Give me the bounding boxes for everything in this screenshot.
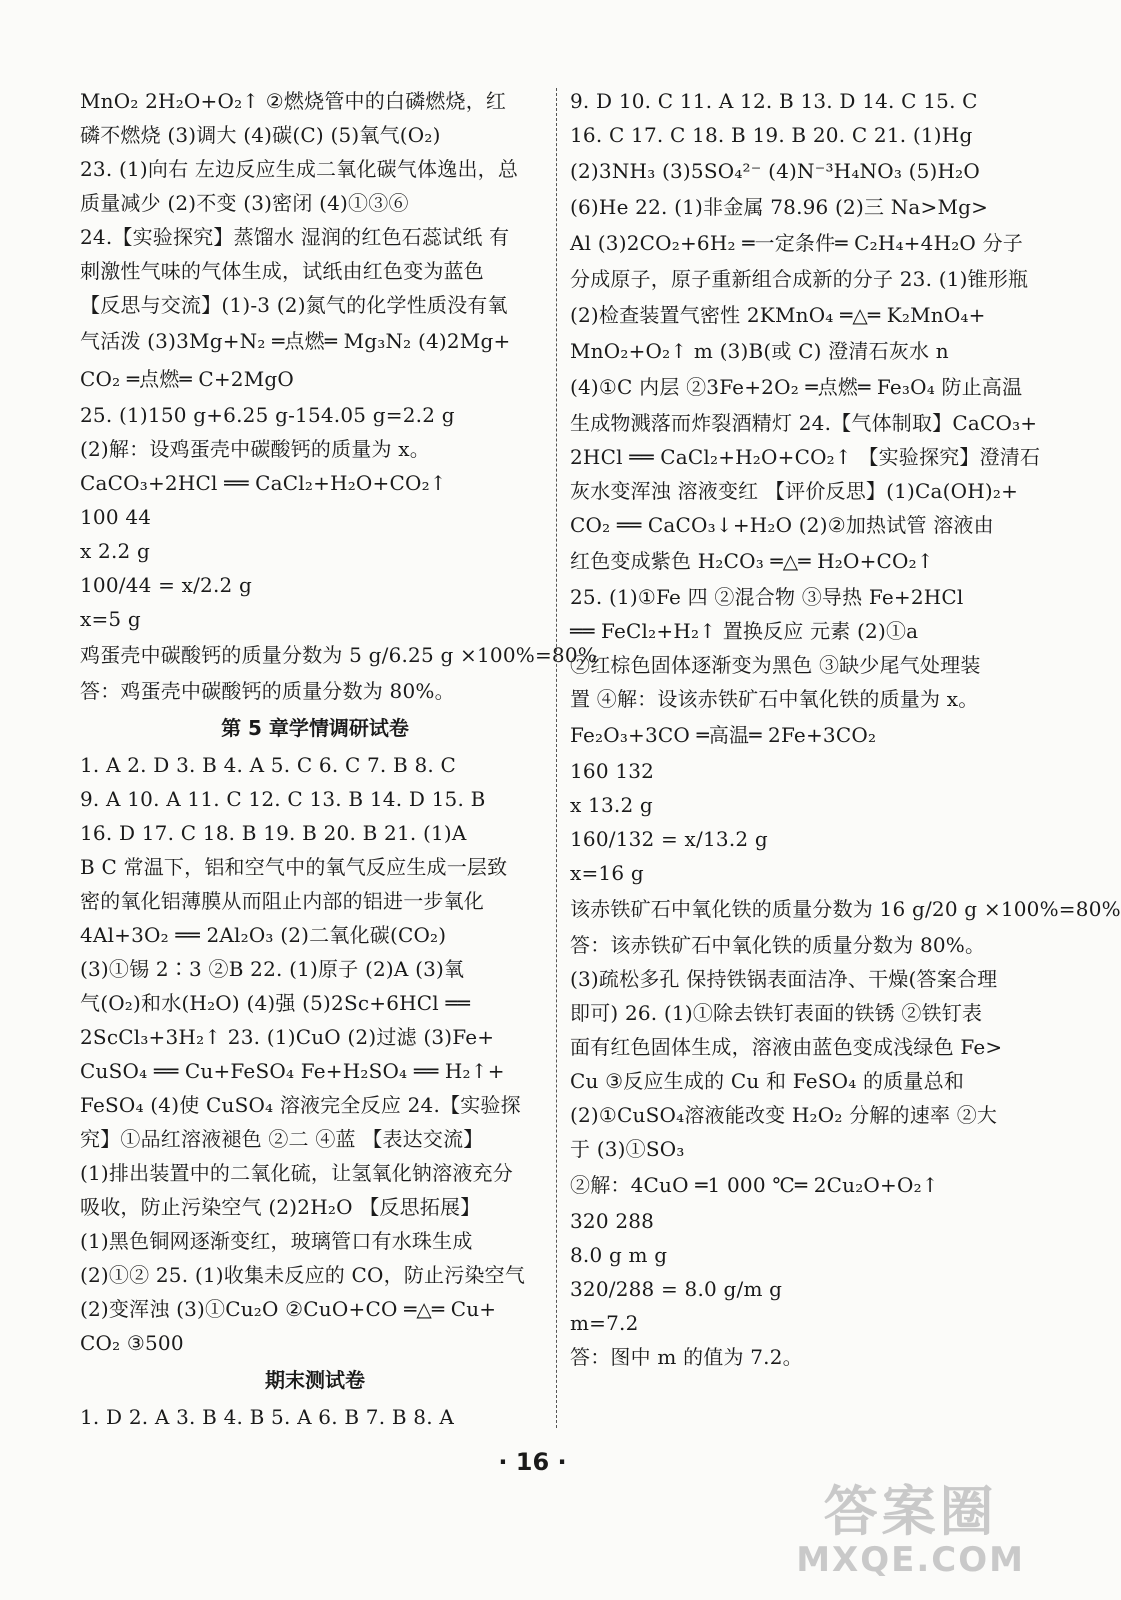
text-line: 4Al+3O₂ ══ 2Al₂O₃ (2)二氧化碳(CO₂) [80, 923, 447, 947]
text-line: 320 288 [570, 1209, 655, 1233]
text-line: CO₂ ═点燃═ C+2MgO [80, 367, 294, 391]
text-line: Al (3)2CO₂+6H₂ ═一定条件═ C₂H₄+4H₂O 分子 [570, 231, 1023, 255]
text-line: 25. (1)150 g+6.25 g-154.05 g=2.2 g [80, 403, 455, 427]
text-line: 23. (1)向右 左边反应生成二氧化碳气体逸出，总 [80, 157, 519, 181]
text-line: (2)①② 25. (1)收集未反应的 CO，防止污染空气 [80, 1263, 526, 1287]
text-line: MnO₂+O₂↑ m (3)B(或 C) 澄清石灰水 n [570, 339, 949, 363]
section-heading: 期末测试卷 [265, 1368, 365, 1392]
text-line: 答：该赤铁矿石中氧化铁的质量分数为 80%。 [570, 933, 986, 957]
text-line: CaCO₃+2HCl ══ CaCl₂+H₂O+CO₂↑ [80, 471, 447, 495]
text-line: 刺激性气味的气体生成，试纸由红色变为蓝色 [80, 259, 484, 283]
text-line: 9. A 10. A 11. C 12. C 13. B 14. D 15. B [80, 787, 486, 811]
page-number: · 16 · [498, 1448, 567, 1476]
text-line: 面有红色固体生成，溶液由蓝色变成浅绿色 Fe> [570, 1035, 1003, 1059]
text-line: (2)解：设鸡蛋壳中碳酸钙的质量为 x。 [80, 437, 430, 461]
column-divider [556, 88, 557, 1428]
text-line: Fe₂O₃+3CO ═高温═ 2Fe+3CO₂ [570, 723, 877, 747]
text-line: B C 常温下，铝和空气中的氧气反应生成一层致 [80, 855, 508, 879]
text-line: 16. D 17. C 18. B 19. B 20. B 21. (1)A [80, 821, 467, 845]
text-line: 8.0 g m g [570, 1243, 668, 1267]
text-line: (2)变浑浊 (3)①Cu₂O ②CuO+CO ═△═ Cu+ [80, 1297, 497, 1321]
text-line: 于 (3)①SO₃ [570, 1137, 685, 1161]
text-line: 1. A 2. D 3. B 4. A 5. C 6. C 7. B 8. C [80, 753, 457, 777]
text-line: 质量减少 (2)不变 (3)密闭 (4)①③⑥ [80, 191, 409, 215]
text-line: CO₂ ══ CaCO₃↓+H₂O (2)②加热试管 溶液由 [570, 513, 994, 537]
text-line: 160 132 [570, 759, 655, 783]
text-line: Cu ③反应生成的 Cu 和 FeSO₄ 的质量总和 [570, 1069, 965, 1093]
text-line: 16. C 17. C 18. B 19. B 20. C 21. (1)Hg [570, 123, 973, 147]
text-line: 究】①品红溶液褪色 ②二 ④蓝 【表达交流】 [80, 1127, 484, 1151]
text-line: (1)黑色铜网逐渐变红，玻璃管口有水珠生成 [80, 1229, 473, 1253]
text-line: (2)3NH₃ (3)5SO₄²⁻ (4)N⁻³H₄NO₃ (5)H₂O [570, 159, 980, 183]
text-line: 1. D 2. A 3. B 4. B 5. A 6. B 7. B 8. A [80, 1405, 454, 1429]
text-line: (6)He 22. (1)非金属 78.96 (2)三 Na>Mg> [570, 195, 989, 219]
text-line: 分成原子，原子重新组合成新的分子 23. (1)锥形瓶 [570, 267, 1029, 291]
text-line: 答：鸡蛋壳中碳酸钙的质量分数为 80%。 [80, 679, 455, 703]
text-line: 25. (1)①Fe 四 ②混合物 ③导热 Fe+2HCl [570, 585, 964, 609]
section-heading: 第 5 章学情调研试卷 [221, 716, 409, 740]
right-column [570, 84, 1121, 1374]
text-line: 100/44 = x/2.2 g [80, 573, 253, 597]
text-line: 磷不燃烧 (3)调大 (4)碳(C) (5)氧气(O₂) [80, 123, 441, 147]
text-line: 鸡蛋壳中碳酸钙的质量分数为 5 g/6.25 g ×100%=80% [80, 643, 597, 667]
text-line: (4)①C 内层 ②3Fe+2O₂ ═点燃═ Fe₃O₄ 防止高温 [570, 375, 1023, 399]
text-line: x 13.2 g [570, 793, 653, 817]
text-line: 生成物溅落而炸裂酒精灯 24.【气体制取】CaCO₃+ [570, 411, 1038, 435]
text-line: 气(O₂)和水(H₂O) (4)强 (5)2Sc+6HCl ══ [80, 991, 470, 1015]
watermark-logo: 答案圈 [823, 1480, 998, 1543]
text-line: (3)①锡 2∶3 ②B 22. (1)原子 (2)A (3)氧 [80, 957, 465, 981]
text-line: FeSO₄ (4)使 CuSO₄ 溶液完全反应 24.【实验探 [80, 1093, 521, 1117]
watermark-url: MXQE.COM [796, 1540, 1025, 1580]
text-line: 320/288 = 8.0 g/m g [570, 1277, 783, 1301]
text-line: 红色变成紫色 H₂CO₃ ═△═ H₂O+CO₂↑ [570, 549, 934, 573]
text-line: (1)排出装置中的二氧化硫，让氢氧化钠溶液充分 [80, 1161, 513, 1185]
text-line: 吸收，防止污染空气 (2)2H₂O 【反思拓展】 [80, 1195, 481, 1219]
text-line: 置 ④解：设该赤铁矿石中氧化铁的质量为 x。 [570, 687, 979, 711]
text-line: 灰水变浑浊 溶液变红 【评价反思】(1)Ca(OH)₂+ [570, 479, 1019, 503]
text-line: 密的氧化铝薄膜从而阻止内部的铝进一步氧化 [80, 889, 484, 913]
text-line: x=16 g [570, 861, 644, 885]
text-line: MnO₂ 2H₂O+O₂↑ ②燃烧管中的白磷燃烧，红 [80, 89, 507, 113]
text-line: (2)①CuSO₄溶液能改变 H₂O₂ 分解的速率 ②大 [570, 1103, 998, 1127]
text-line: ②解：4CuO ═1 000 ℃═ 2Cu₂O+O₂↑ [570, 1173, 939, 1197]
text-line: 气活泼 (3)3Mg+N₂ ═点燃═ Mg₃N₂ (4)2Mg+ [80, 329, 511, 353]
text-line: (2)检查装置气密性 2KMnO₄ ═△═ K₂MnO₄+ [570, 303, 986, 327]
text-line: 【反思与交流】(1)-3 (2)氮气的化学性质没有氧 [80, 293, 508, 317]
text-line: x 2.2 g [80, 539, 151, 563]
text-line: ══ FeCl₂+H₂↑ 置换反应 元素 (2)①a [570, 619, 919, 643]
watermark [796, 1482, 1025, 1578]
text-line: 100 44 [80, 505, 152, 529]
text-line: CuSO₄ ══ Cu+FeSO₄ Fe+H₂SO₄ ══ H₂↑+ [80, 1059, 505, 1083]
text-line: 答：图中 m 的值为 7.2。 [570, 1345, 803, 1369]
text-line: CO₂ ③500 [80, 1331, 184, 1355]
text-line: 2HCl ══ CaCl₂+H₂O+CO₂↑ 【实验探究】澄清石 [570, 445, 1041, 469]
left-column [80, 84, 597, 1434]
text-line: ②红棕色固体逐渐变为黑色 ③缺少尾气处理装 [570, 653, 981, 677]
text-line: (3)疏松多孔 保持铁锅表面洁净、干燥(答案合理 [570, 967, 998, 991]
text-line: 该赤铁矿石中氧化铁的质量分数为 16 g/20 g ×100%=80% [570, 897, 1121, 921]
text-line: 9. D 10. C 11. A 12. B 13. D 14. C 15. C [570, 89, 978, 113]
text-line: 2ScCl₃+3H₂↑ 23. (1)CuO (2)过滤 (3)Fe+ [80, 1025, 495, 1049]
text-line: 即可) 26. (1)①除去铁钉表面的铁锈 ②铁钉表 [570, 1001, 983, 1025]
text-line: m=7.2 [570, 1311, 639, 1335]
text-line: 160/132 = x/13.2 g [570, 827, 768, 851]
text-line: 24.【实验探究】蒸馏水 湿润的红色石蕊试纸 有 [80, 225, 510, 249]
text-line: x=5 g [80, 607, 141, 631]
